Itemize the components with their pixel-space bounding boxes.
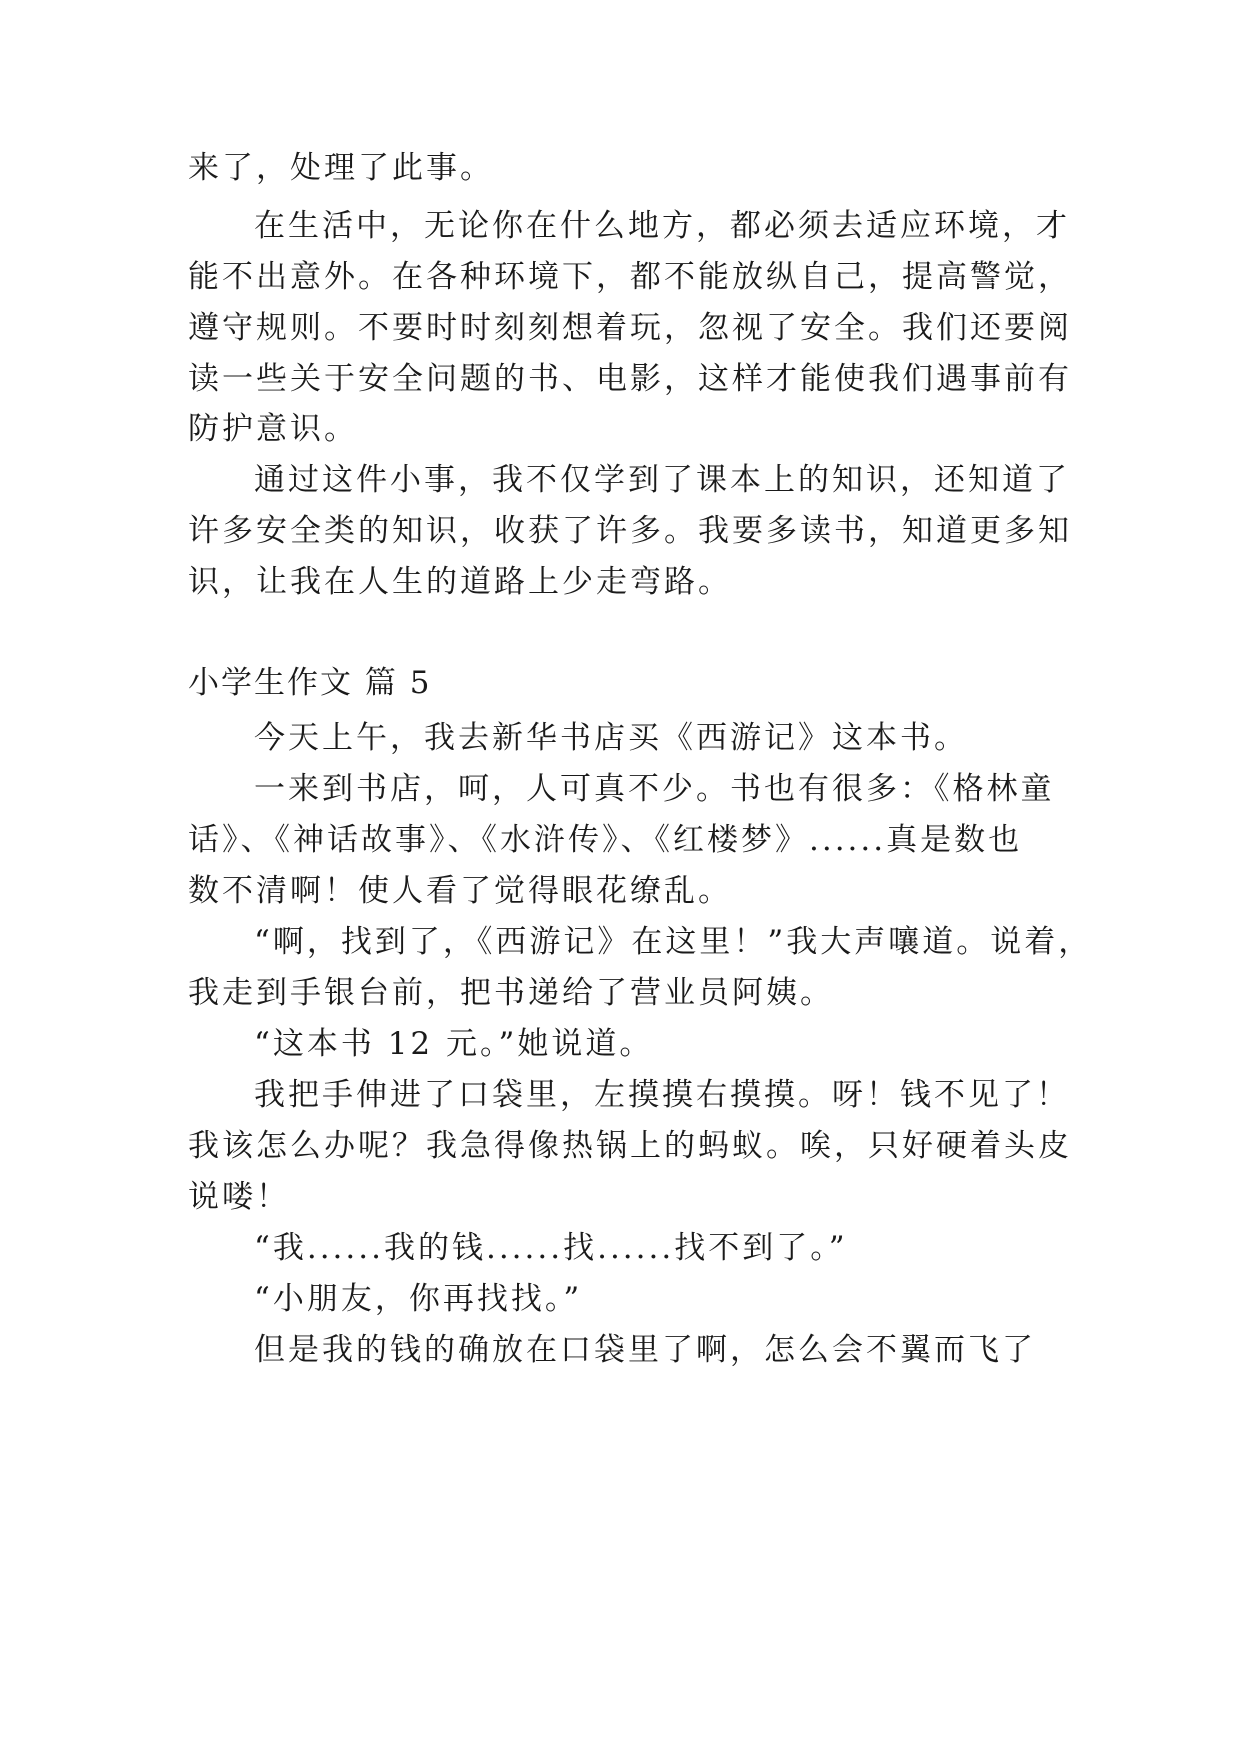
paragraph-line: 说喽！ <box>188 1179 290 1215</box>
paragraph-line: 在生活中，无论你在什么地方，都必须去适应环境，才 <box>254 208 1070 244</box>
paragraph-line: 话》、《神话故事》、《水浒传》、《红楼梦》......真是数也 <box>188 822 1023 858</box>
paragraph-line: 遵守规则。不要时时刻刻想着玩，忽视了安全。我们还要阅 <box>188 310 1072 346</box>
paragraph-line: 数不清啊！使人看了觉得眼花缭乱。 <box>188 873 732 909</box>
paragraph-line: 能不出意外。在各种环境下，都不能放纵自己，提高警觉， <box>188 259 1072 295</box>
paragraph-line: “我......我的钱......找......找不到了。” <box>254 1230 848 1266</box>
paragraph-line: 今天上午，我去新华书店买《西游记》这本书。 <box>254 720 968 756</box>
paragraph-line: 我走到手银台前，把书递给了营业员阿姨。 <box>188 975 834 1011</box>
paragraph-line: 读一些关于安全问题的书、电影，这样才能使我们遇事前有 <box>188 361 1072 397</box>
paragraph-line: “这本书 12 元。”她说道。 <box>254 1026 654 1062</box>
paragraph-line: 识，让我在人生的道路上少走弯路。 <box>188 564 732 600</box>
paragraph-line: 但是我的钱的确放在口袋里了啊，怎么会不翼而飞了 <box>254 1332 1036 1368</box>
paragraph-line: 防护意识。 <box>188 411 358 447</box>
paragraph-line: “啊，找到了，《西游记》在这里！”我大声嚷道。说着， <box>254 924 1093 960</box>
paragraph-line: 一来到书店，呵，人可真不少。书也有很多：《格林童 <box>254 771 1055 807</box>
paragraph-line: 来了，处理了此事。 <box>188 150 494 186</box>
paragraph-line: 许多安全类的知识，收获了许多。我要多读书，知道更多知 <box>188 513 1072 549</box>
paragraph-line: 我把手伸进了口袋里，左摸摸右摸摸。呀！钱不见了！ <box>254 1077 1070 1113</box>
paragraph-line: “小朋友，你再找找。” <box>254 1281 583 1317</box>
paragraph-line: 通过这件小事，我不仅学到了课本上的知识，还知道了 <box>254 462 1070 498</box>
section-heading: 小学生作文 篇 5 <box>188 665 432 701</box>
paragraph-line: 我该怎么办呢？我急得像热锅上的蚂蚁。唉，只好硬着头皮 <box>188 1128 1072 1164</box>
